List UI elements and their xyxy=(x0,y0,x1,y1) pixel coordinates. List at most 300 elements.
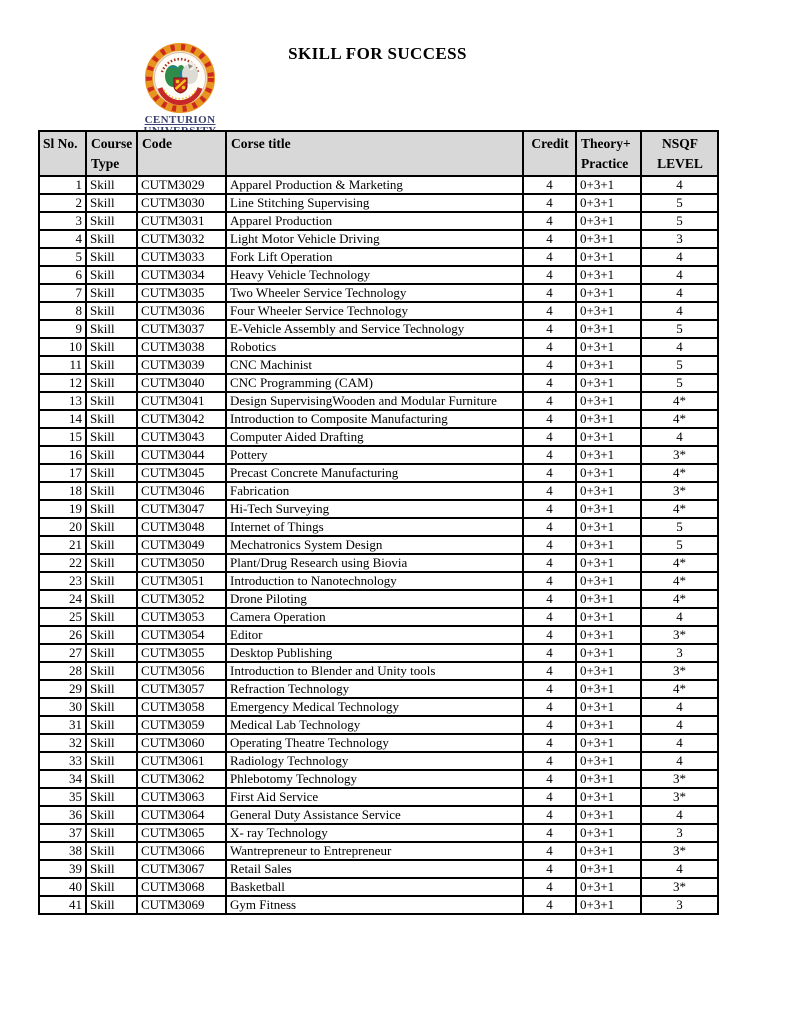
cell-nsqf-level: 3* xyxy=(641,788,718,806)
cell-credit: 4 xyxy=(523,770,576,788)
cell-theory-practice: 0+3+1 xyxy=(576,698,641,716)
cell-nsqf-level: 4 xyxy=(641,428,718,446)
cell-sl-no: 26 xyxy=(39,626,86,644)
cell-course-title: Pottery xyxy=(226,446,523,464)
cell-credit: 4 xyxy=(523,788,576,806)
cell-sl-no: 36 xyxy=(39,806,86,824)
cell-theory-practice: 0+3+1 xyxy=(576,752,641,770)
cell-nsqf-level: 3* xyxy=(641,446,718,464)
table-row xyxy=(39,554,718,572)
cell-course-title: Refraction Technology xyxy=(226,680,523,698)
cell-nsqf-level: 4 xyxy=(641,338,718,356)
cell-course-type: Skill xyxy=(86,590,137,608)
cell-code: CUTM3053 xyxy=(137,608,226,626)
table-row xyxy=(39,392,718,410)
cell-nsqf-level: 4* xyxy=(641,464,718,482)
cell-credit: 4 xyxy=(523,248,576,266)
cell-theory-practice: 0+3+1 xyxy=(576,302,641,320)
cell-course-title: Wantrepreneur to Entrepreneur xyxy=(226,842,523,860)
cell-course-type: Skill xyxy=(86,302,137,320)
cell-credit: 4 xyxy=(523,590,576,608)
cell-sl-no: 2 xyxy=(39,194,86,212)
cell-course-title: General Duty Assistance Service xyxy=(226,806,523,824)
table-row xyxy=(39,824,718,842)
cell-course-title: Phlebotomy Technology xyxy=(226,770,523,788)
cell-nsqf-level: 3* xyxy=(641,842,718,860)
cell-code: CUTM3055 xyxy=(137,644,226,662)
table-row xyxy=(39,716,718,734)
cell-code: CUTM3042 xyxy=(137,410,226,428)
cell-credit: 4 xyxy=(523,410,576,428)
cell-theory-practice: 0+3+1 xyxy=(576,860,641,878)
cell-sl-no: 34 xyxy=(39,770,86,788)
cell-sl-no: 11 xyxy=(39,356,86,374)
cell-credit: 4 xyxy=(523,860,576,878)
cell-theory-practice: 0+3+1 xyxy=(576,284,641,302)
cell-theory-practice: 0+3+1 xyxy=(576,338,641,356)
cell-code: CUTM3067 xyxy=(137,860,226,878)
table-row xyxy=(39,194,718,212)
cell-course-title: Gym Fitness xyxy=(226,896,523,914)
cell-nsqf-level: 4* xyxy=(641,680,718,698)
cell-sl-no: 19 xyxy=(39,500,86,518)
cell-nsqf-level: 4 xyxy=(641,716,718,734)
cell-credit: 4 xyxy=(523,176,576,194)
cell-theory-practice: 0+3+1 xyxy=(576,806,641,824)
cell-credit: 4 xyxy=(523,572,576,590)
cell-course-type: Skill xyxy=(86,680,137,698)
table-row xyxy=(39,518,718,536)
cell-course-type: Skill xyxy=(86,446,137,464)
table-row xyxy=(39,338,718,356)
university-logo xyxy=(140,42,220,137)
cell-course-title: X- ray Technology xyxy=(226,824,523,842)
table-row xyxy=(39,446,718,464)
cell-course-title: Introduction to Blender and Unity tools xyxy=(226,662,523,680)
cell-nsqf-level: 4* xyxy=(641,572,718,590)
cell-credit: 4 xyxy=(523,608,576,626)
cell-theory-practice: 0+3+1 xyxy=(576,392,641,410)
cell-theory-practice: 0+3+1 xyxy=(576,788,641,806)
cell-sl-no: 23 xyxy=(39,572,86,590)
cell-credit: 4 xyxy=(523,284,576,302)
table-row xyxy=(39,266,718,284)
cell-code: CUTM3035 xyxy=(137,284,226,302)
cell-code: CUTM3062 xyxy=(137,770,226,788)
cell-credit: 4 xyxy=(523,752,576,770)
cell-code: CUTM3064 xyxy=(137,806,226,824)
cell-course-type: Skill xyxy=(86,554,137,572)
cell-code: CUTM3029 xyxy=(137,176,226,194)
table-row xyxy=(39,212,718,230)
table-row xyxy=(39,608,718,626)
cell-theory-practice: 0+3+1 xyxy=(576,626,641,644)
centurion-university-emblem-icon xyxy=(144,42,216,114)
cell-credit: 4 xyxy=(523,446,576,464)
cell-nsqf-level: 4 xyxy=(641,752,718,770)
cell-code: CUTM3054 xyxy=(137,626,226,644)
cell-nsqf-level: 5 xyxy=(641,356,718,374)
cell-sl-no: 20 xyxy=(39,518,86,536)
cell-theory-practice: 0+3+1 xyxy=(576,374,641,392)
cell-code: CUTM3052 xyxy=(137,590,226,608)
cell-credit: 4 xyxy=(523,302,576,320)
cell-course-type: Skill xyxy=(86,788,137,806)
cell-nsqf-level: 4 xyxy=(641,266,718,284)
cell-sl-no: 10 xyxy=(39,338,86,356)
cell-nsqf-level: 5 xyxy=(641,374,718,392)
table-row xyxy=(39,284,718,302)
table-row xyxy=(39,806,718,824)
cell-course-title: First Aid Service xyxy=(226,788,523,806)
cell-nsqf-level: 3 xyxy=(641,644,718,662)
cell-course-type: Skill xyxy=(86,248,137,266)
cell-theory-practice: 0+3+1 xyxy=(576,896,641,914)
cell-sl-no: 29 xyxy=(39,680,86,698)
cell-credit: 4 xyxy=(523,230,576,248)
cell-credit: 4 xyxy=(523,392,576,410)
cell-code: CUTM3045 xyxy=(137,464,226,482)
cell-course-type: Skill xyxy=(86,320,137,338)
cell-code: CUTM3056 xyxy=(137,662,226,680)
table-row xyxy=(39,428,718,446)
table-row xyxy=(39,644,718,662)
cell-nsqf-level: 3* xyxy=(641,878,718,896)
cell-course-type: Skill xyxy=(86,212,137,230)
cell-theory-practice: 0+3+1 xyxy=(576,248,641,266)
table-row xyxy=(39,752,718,770)
cell-nsqf-level: 4 xyxy=(641,860,718,878)
table-row xyxy=(39,410,718,428)
cell-code: CUTM3044 xyxy=(137,446,226,464)
cell-code: CUTM3057 xyxy=(137,680,226,698)
cell-course-title: Hi-Tech Surveying xyxy=(226,500,523,518)
cell-code: CUTM3041 xyxy=(137,392,226,410)
cell-nsqf-level: 4* xyxy=(641,392,718,410)
table-row xyxy=(39,356,718,374)
cell-credit: 4 xyxy=(523,266,576,284)
cell-code: CUTM3050 xyxy=(137,554,226,572)
cell-course-type: Skill xyxy=(86,518,137,536)
cell-course-title: Radiology Technology xyxy=(226,752,523,770)
cell-theory-practice: 0+3+1 xyxy=(576,518,641,536)
cell-course-title: Drone Piloting xyxy=(226,590,523,608)
cell-credit: 4 xyxy=(523,212,576,230)
cell-theory-practice: 0+3+1 xyxy=(576,320,641,338)
cell-sl-no: 3 xyxy=(39,212,86,230)
cell-course-title: Fabrication xyxy=(226,482,523,500)
cell-code: CUTM3048 xyxy=(137,518,226,536)
cell-nsqf-level: 4 xyxy=(641,608,718,626)
cell-sl-no: 1 xyxy=(39,176,86,194)
cell-sl-no: 9 xyxy=(39,320,86,338)
header-cell-sl-no: Sl No. xyxy=(39,131,86,176)
header-cell-code: Code xyxy=(137,131,226,176)
cell-theory-practice: 0+3+1 xyxy=(576,536,641,554)
cell-course-title: Fork Lift Operation xyxy=(226,248,523,266)
table-row xyxy=(39,482,718,500)
cell-credit: 4 xyxy=(523,644,576,662)
cell-nsqf-level: 3* xyxy=(641,770,718,788)
table-body xyxy=(39,176,718,914)
cell-course-type: Skill xyxy=(86,644,137,662)
cell-theory-practice: 0+3+1 xyxy=(576,644,641,662)
cell-course-title: Mechatronics System Design xyxy=(226,536,523,554)
cell-theory-practice: 0+3+1 xyxy=(576,680,641,698)
cell-theory-practice: 0+3+1 xyxy=(576,842,641,860)
cell-course-type: Skill xyxy=(86,374,137,392)
cell-course-title: Desktop Publishing xyxy=(226,644,523,662)
cell-course-type: Skill xyxy=(86,896,137,914)
cell-credit: 4 xyxy=(523,734,576,752)
cell-theory-practice: 0+3+1 xyxy=(576,356,641,374)
table-row xyxy=(39,320,718,338)
table-row xyxy=(39,842,718,860)
cell-code: CUTM3049 xyxy=(137,536,226,554)
cell-credit: 4 xyxy=(523,680,576,698)
cell-course-title: Design SupervisingWooden and Modular Furniture xyxy=(226,392,523,410)
cell-course-title: Operating Theatre Technology xyxy=(226,734,523,752)
cell-course-type: Skill xyxy=(86,752,137,770)
cell-code: CUTM3043 xyxy=(137,428,226,446)
cell-nsqf-level: 5 xyxy=(641,536,718,554)
cell-course-title: Apparel Production xyxy=(226,212,523,230)
cell-code: CUTM3069 xyxy=(137,896,226,914)
cell-course-type: Skill xyxy=(86,410,137,428)
cell-sl-no: 4 xyxy=(39,230,86,248)
cell-credit: 4 xyxy=(523,356,576,374)
cell-sl-no: 33 xyxy=(39,752,86,770)
cell-sl-no: 8 xyxy=(39,302,86,320)
cell-course-type: Skill xyxy=(86,626,137,644)
cell-credit: 4 xyxy=(523,878,576,896)
cell-code: CUTM3036 xyxy=(137,302,226,320)
cell-course-type: Skill xyxy=(86,356,137,374)
cell-nsqf-level: 3 xyxy=(641,896,718,914)
cell-theory-practice: 0+3+1 xyxy=(576,194,641,212)
cell-theory-practice: 0+3+1 xyxy=(576,662,641,680)
cell-theory-practice: 0+3+1 xyxy=(576,734,641,752)
cell-credit: 4 xyxy=(523,896,576,914)
cell-code: CUTM3039 xyxy=(137,356,226,374)
table-row xyxy=(39,662,718,680)
cell-nsqf-level: 4 xyxy=(641,248,718,266)
cell-sl-no: 7 xyxy=(39,284,86,302)
cell-credit: 4 xyxy=(523,194,576,212)
cell-course-title: Emergency Medical Technology xyxy=(226,698,523,716)
table-row xyxy=(39,302,718,320)
cell-sl-no: 40 xyxy=(39,878,86,896)
cell-code: CUTM3040 xyxy=(137,374,226,392)
cell-theory-practice: 0+3+1 xyxy=(576,410,641,428)
cell-theory-practice: 0+3+1 xyxy=(576,572,641,590)
cell-code: CUTM3037 xyxy=(137,320,226,338)
cell-course-type: Skill xyxy=(86,608,137,626)
table-row xyxy=(39,680,718,698)
cell-credit: 4 xyxy=(523,698,576,716)
cell-code: CUTM3032 xyxy=(137,230,226,248)
cell-sl-no: 31 xyxy=(39,716,86,734)
cell-course-type: Skill xyxy=(86,662,137,680)
cell-sl-no: 30 xyxy=(39,698,86,716)
cell-code: CUTM3065 xyxy=(137,824,226,842)
header-cell-theory-practice: Theory+ Practice xyxy=(576,131,641,176)
cell-sl-no: 39 xyxy=(39,860,86,878)
cell-credit: 4 xyxy=(523,824,576,842)
cell-nsqf-level: 5 xyxy=(641,194,718,212)
cell-credit: 4 xyxy=(523,500,576,518)
table-row xyxy=(39,572,718,590)
cell-course-type: Skill xyxy=(86,230,137,248)
cell-sl-no: 24 xyxy=(39,590,86,608)
cell-nsqf-level: 4* xyxy=(641,500,718,518)
cell-code: CUTM3038 xyxy=(137,338,226,356)
table-row xyxy=(39,374,718,392)
cell-course-type: Skill xyxy=(86,770,137,788)
cell-credit: 4 xyxy=(523,518,576,536)
cell-theory-practice: 0+3+1 xyxy=(576,716,641,734)
cell-course-type: Skill xyxy=(86,464,137,482)
cell-theory-practice: 0+3+1 xyxy=(576,590,641,608)
cell-nsqf-level: 3* xyxy=(641,662,718,680)
table-row xyxy=(39,536,718,554)
cell-nsqf-level: 3* xyxy=(641,626,718,644)
cell-theory-practice: 0+3+1 xyxy=(576,212,641,230)
cell-credit: 4 xyxy=(523,716,576,734)
cell-theory-practice: 0+3+1 xyxy=(576,230,641,248)
cell-course-type: Skill xyxy=(86,428,137,446)
cell-course-title: Computer Aided Drafting xyxy=(226,428,523,446)
cell-course-title: Plant/Drug Research using Biovia xyxy=(226,554,523,572)
cell-sl-no: 21 xyxy=(39,536,86,554)
cell-course-title: Introduction to Nanotechnology xyxy=(226,572,523,590)
cell-course-title: Basketball xyxy=(226,878,523,896)
cell-nsqf-level: 4 xyxy=(641,302,718,320)
cell-sl-no: 16 xyxy=(39,446,86,464)
cell-credit: 4 xyxy=(523,806,576,824)
cell-theory-practice: 0+3+1 xyxy=(576,482,641,500)
cell-code: CUTM3033 xyxy=(137,248,226,266)
cell-course-title: Medical Lab Technology xyxy=(226,716,523,734)
cell-course-title: Robotics xyxy=(226,338,523,356)
cell-course-title: Heavy Vehicle Technology xyxy=(226,266,523,284)
header-cell-nsqf-level: NSQF LEVEL xyxy=(641,131,718,176)
cell-course-type: Skill xyxy=(86,698,137,716)
cell-course-title: E-Vehicle Assembly and Service Technology xyxy=(226,320,523,338)
cell-course-title: Four Wheeler Service Technology xyxy=(226,302,523,320)
table-row xyxy=(39,176,718,194)
cell-credit: 4 xyxy=(523,374,576,392)
cell-course-type: Skill xyxy=(86,176,137,194)
table-row xyxy=(39,896,718,914)
cell-course-title: Editor xyxy=(226,626,523,644)
cell-code: CUTM3051 xyxy=(137,572,226,590)
cell-theory-practice: 0+3+1 xyxy=(576,608,641,626)
cell-sl-no: 5 xyxy=(39,248,86,266)
cell-course-title: Retail Sales xyxy=(226,860,523,878)
cell-sl-no: 14 xyxy=(39,410,86,428)
header-cell-course-type: Course Type xyxy=(86,131,137,176)
table-row xyxy=(39,500,718,518)
cell-nsqf-level: 3 xyxy=(641,824,718,842)
cell-code: CUTM3031 xyxy=(137,212,226,230)
table-row xyxy=(39,734,718,752)
cell-sl-no: 17 xyxy=(39,464,86,482)
cell-course-type: Skill xyxy=(86,572,137,590)
cell-theory-practice: 0+3+1 xyxy=(576,176,641,194)
table-row xyxy=(39,626,718,644)
table-row xyxy=(39,698,718,716)
cell-code: CUTM3046 xyxy=(137,482,226,500)
page-title: SKILL FOR SUCCESS xyxy=(288,44,467,63)
cell-nsqf-level: 3 xyxy=(641,230,718,248)
cell-course-type: Skill xyxy=(86,842,137,860)
cell-course-title: Camera Operation xyxy=(226,608,523,626)
table-row xyxy=(39,860,718,878)
cell-course-title: Light Motor Vehicle Driving xyxy=(226,230,523,248)
cell-code: CUTM3060 xyxy=(137,734,226,752)
cell-course-title: Internet of Things xyxy=(226,518,523,536)
cell-course-type: Skill xyxy=(86,878,137,896)
cell-sl-no: 38 xyxy=(39,842,86,860)
cell-theory-practice: 0+3+1 xyxy=(576,500,641,518)
cell-course-type: Skill xyxy=(86,392,137,410)
cell-nsqf-level: 4 xyxy=(641,698,718,716)
cell-theory-practice: 0+3+1 xyxy=(576,824,641,842)
cell-credit: 4 xyxy=(523,842,576,860)
cell-credit: 4 xyxy=(523,662,576,680)
cell-credit: 4 xyxy=(523,482,576,500)
cell-credit: 4 xyxy=(523,338,576,356)
cell-nsqf-level: 4* xyxy=(641,554,718,572)
cell-sl-no: 12 xyxy=(39,374,86,392)
cell-theory-practice: 0+3+1 xyxy=(576,464,641,482)
cell-code: CUTM3059 xyxy=(137,716,226,734)
cell-course-title: Two Wheeler Service Technology xyxy=(226,284,523,302)
cell-code: CUTM3047 xyxy=(137,500,226,518)
cell-nsqf-level: 4 xyxy=(641,734,718,752)
cell-credit: 4 xyxy=(523,626,576,644)
header-cell-credit: Credit xyxy=(523,131,576,176)
cell-course-type: Skill xyxy=(86,284,137,302)
cell-code: CUTM3030 xyxy=(137,194,226,212)
cell-sl-no: 35 xyxy=(39,788,86,806)
cell-theory-practice: 0+3+1 xyxy=(576,554,641,572)
cell-theory-practice: 0+3+1 xyxy=(576,266,641,284)
cell-sl-no: 37 xyxy=(39,824,86,842)
cell-course-type: Skill xyxy=(86,338,137,356)
table-header-row xyxy=(39,131,718,176)
cell-code: CUTM3058 xyxy=(137,698,226,716)
table-row xyxy=(39,770,718,788)
cell-course-type: Skill xyxy=(86,860,137,878)
cell-nsqf-level: 4 xyxy=(641,284,718,302)
cell-code: CUTM3063 xyxy=(137,788,226,806)
table-row xyxy=(39,878,718,896)
cell-credit: 4 xyxy=(523,428,576,446)
cell-nsqf-level: 3* xyxy=(641,482,718,500)
cell-course-type: Skill xyxy=(86,806,137,824)
cell-course-type: Skill xyxy=(86,194,137,212)
cell-sl-no: 28 xyxy=(39,662,86,680)
cell-code: CUTM3034 xyxy=(137,266,226,284)
cell-course-type: Skill xyxy=(86,500,137,518)
cell-course-type: Skill xyxy=(86,482,137,500)
cell-credit: 4 xyxy=(523,464,576,482)
cell-course-type: Skill xyxy=(86,266,137,284)
cell-theory-practice: 0+3+1 xyxy=(576,878,641,896)
cell-course-title: Line Stitching Supervising xyxy=(226,194,523,212)
